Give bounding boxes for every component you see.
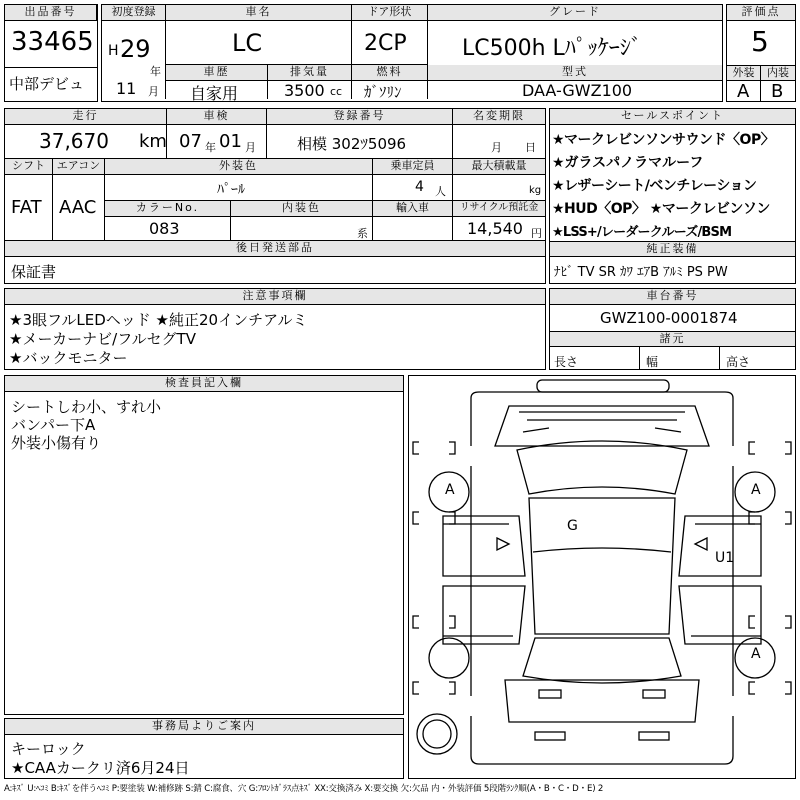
height-label: 高さ [726, 355, 751, 369]
note-line: ★バックモニター [9, 349, 128, 367]
door-label: ドア形状 [352, 5, 428, 21]
office-box [4, 718, 404, 779]
displacement-unit: cc [330, 85, 343, 98]
nc-month-unit: 月 [491, 141, 502, 154]
model-label: 型式 [428, 65, 722, 81]
office-line: キーロック [11, 740, 86, 758]
car-outline-diagram [409, 376, 795, 778]
history-value: 自家用 [190, 84, 239, 103]
length-label: 長さ [554, 355, 579, 369]
inspector-line: 外装小傷有り [11, 434, 102, 452]
insp-year: 07 [179, 131, 202, 152]
fuel-value: ｶﾞｿﾘﾝ [364, 83, 402, 101]
mileage-unit: km [139, 131, 167, 152]
sales-points-box [549, 108, 796, 284]
lot-label: 出品番号 [5, 5, 97, 21]
capacity-label: 乗車定員 [373, 159, 453, 175]
recycle-unit: 円 [531, 227, 542, 240]
inspector-line: シートしわ小、すれ小 [11, 398, 162, 416]
displacement-label: 排気量 [268, 65, 352, 81]
shift-value: FAT [11, 197, 42, 218]
insp-year-unit: 年 [205, 141, 216, 154]
ac-value: AAC [59, 197, 97, 218]
inspection-label: 車検 [167, 109, 267, 125]
first-reg-year: 29 [120, 35, 151, 63]
dims-label: 諸元 [550, 331, 795, 347]
recycle-value: 14,540 [467, 219, 523, 238]
lot-box [4, 4, 98, 102]
first-reg-month: 11 [116, 79, 137, 98]
insp-month: 01 [219, 131, 242, 152]
int-color-unit: 系 [357, 227, 368, 240]
width-label: 幅 [646, 355, 659, 369]
sales-points-label: セールスポイント [550, 109, 795, 125]
chassis-value: GWZ100-0001874 [600, 309, 738, 327]
note-line: ★3眼フルLEDヘッド ★純正20インチアルミ [9, 311, 308, 329]
reg-label: 登録番号 [267, 109, 453, 125]
fuel-label: 燃料 [352, 65, 428, 81]
displacement-value: 3500 [284, 81, 325, 100]
chassis-box [549, 288, 796, 370]
first-reg-era: H [108, 43, 119, 59]
color-label: 外装色 [105, 159, 373, 175]
car-name: LC [232, 29, 263, 57]
equipment-value: ﾅﾋﾞ TV SR ｶﾜ ｴｱB ｱﾙﾐ PS PW [554, 265, 728, 280]
capacity-unit: 人 [435, 185, 446, 198]
mileage-value: 37,670 [39, 129, 109, 153]
score-label: 評価点 [727, 5, 795, 21]
color-no-label: カラーNo. [105, 201, 231, 217]
recycle-label: リサイクル預託金 [453, 201, 545, 217]
first-reg-month-unit: 月 [148, 85, 159, 98]
office-line: ★CAAカークリ済6月24日 [11, 759, 190, 777]
first-reg-label: 初度登録 [102, 5, 166, 21]
color-value: ﾊﾟｰﾙ [217, 182, 245, 198]
lot-number: 33465 [11, 27, 94, 57]
mark-door-right: U1 [715, 550, 735, 566]
interior-grade: B [771, 81, 784, 102]
inspector-line: バンパー下A [11, 416, 96, 434]
load-unit: kg [529, 185, 542, 196]
mileage-label: 走行 [5, 109, 167, 125]
grade-label: グレード [428, 5, 722, 21]
sales-point-item: ★マークレビンソンサウンド〈OP〉 [552, 132, 775, 148]
mark-roof: G [567, 518, 578, 534]
first-reg-year-unit: 年 [150, 65, 161, 78]
legend-text: A:ｷｽﾞ U:ﾍｺﾐ B:ｷｽﾞを伴うﾍｺﾐ P:要塗装 W:補修跡 S:錆 C:腐食、穴 G:ﾌﾛﾝﾄｶﾞﾗｽ点ｷｽﾞ XX:交換済み X:要交換 欠:欠品 内・外装評価 5段階ﾗﾝｸ順(A・B・C・D・E) 2 [4, 784, 604, 794]
model-value: DAA-GWZ100 [522, 81, 633, 100]
sales-point-item: ★レザーシート/ベンチレーション [552, 178, 757, 194]
shift-label: シフト [5, 159, 53, 175]
exterior-label: 外装 [727, 65, 761, 81]
car-name-label: 車名 [166, 5, 352, 21]
damage-diagram [408, 375, 796, 779]
inspector-label: 検査員記入欄 [5, 376, 403, 392]
notes-box [4, 288, 546, 370]
inspector-box [4, 375, 404, 715]
reg-number: 相模 302ﾂ5096 [297, 135, 407, 153]
name-change-label: 名変期限 [453, 109, 545, 125]
color-no-value: 083 [149, 219, 180, 238]
chassis-label: 車台番号 [550, 289, 795, 305]
score-value: 5 [751, 25, 769, 58]
equipment-label: 純正装備 [550, 241, 795, 257]
ac-label: エアコン [53, 159, 105, 175]
mark-wheel-front-left: A [445, 482, 455, 498]
exterior-grade: A [737, 81, 750, 102]
door-type: 2CP [364, 31, 407, 56]
follow-value: 保証書 [11, 263, 57, 281]
nc-day-unit: 日 [525, 141, 536, 154]
debut-label: 中部デビュ [9, 75, 85, 93]
follow-label: 後日発送部品 [5, 241, 545, 257]
mark-wheel-front-right: A [751, 482, 761, 498]
insp-month-unit: 月 [245, 141, 256, 154]
details-box [4, 108, 546, 284]
vehicle-header-box [101, 4, 723, 102]
office-label: 事務局よりご案内 [5, 719, 403, 735]
load-label: 最大積載量 [453, 159, 545, 175]
sales-point-item: ★LSS+/レーダークルーズ/BSM [552, 225, 732, 240]
int-color-label: 内装色 [231, 201, 373, 217]
score-box [726, 4, 796, 102]
interior-label: 内装 [761, 65, 795, 81]
sales-point-item: ★ガラスパノラマルーフ [552, 155, 704, 171]
grade-value: LC500h Lﾊﾟｯｹｰｼﾞ [462, 36, 642, 61]
history-label: 車歴 [166, 65, 268, 81]
note-line: ★メーカーナビ/フルセグTV [9, 330, 197, 348]
mark-wheel-rear-right: A [751, 646, 761, 662]
import-label: 輸入車 [373, 201, 453, 217]
sales-point-item: ★HUD〈OP〉 ★マークレビンソン [552, 201, 770, 217]
notes-label: 注意事項欄 [5, 289, 545, 305]
capacity-value: 4 [415, 179, 424, 195]
